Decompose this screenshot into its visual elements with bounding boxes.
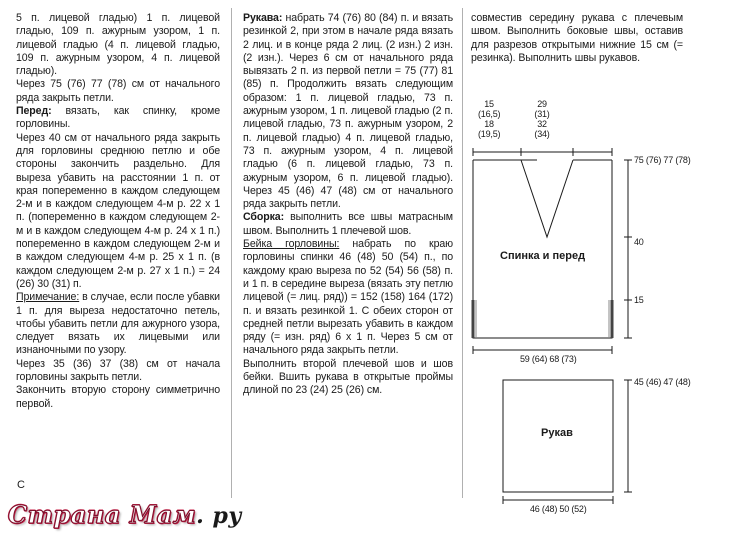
paragraph-body: набрать по краю горловины спинки 46 (48) 50 (54) п., по каждому краю выреза по 52 (54) 56 (58) п. и 1 п. в середине выреза (вязать эту петлю лицевой (= лиц. ряд)) = 152 (158) 164 (172) п. и вязать резинкой 1. С обеих сторон от средней петли вырезать убавить в каждом ряду (= изн. ряд) 6 х 1 п. Через 5 см от начального ряда закрыть петли. bbox=[243, 238, 453, 357]
page-marker: С bbox=[17, 479, 25, 491]
body-width-label: 59 (64) 68 (73) bbox=[520, 354, 577, 364]
neckline bbox=[521, 160, 573, 237]
text-column-2 bbox=[243, 12, 453, 398]
neck-width-label: 29 (31) 32 (34) bbox=[534, 99, 550, 139]
neck-depth-label: 40 bbox=[634, 237, 644, 247]
paragraph-body: в случае, если после убавки 1 п. для выреза недостаточно петель, чтобы убавить петли для ажурного узора, следует вязать их лицевыми или изнаночными по узору. bbox=[16, 291, 220, 357]
paragraph: Закончить вторую сторону симметрично первой. bbox=[16, 384, 220, 410]
paragraph bbox=[16, 105, 220, 132]
body-outline bbox=[473, 160, 612, 338]
column-divider-1 bbox=[231, 8, 232, 498]
section-heading: Бейка горловины: bbox=[243, 238, 340, 251]
section-heading: Перед: bbox=[16, 105, 52, 118]
paragraph-body: выполнить все швы матрасным швом. Выполнить 1 плечевой шов. bbox=[243, 211, 453, 237]
text-column-1 bbox=[16, 12, 220, 411]
sleeve-width-label: 46 (48) 50 (52) bbox=[530, 504, 587, 514]
paragraph bbox=[243, 211, 453, 238]
paragraph: Через 40 см от начального ряда закрыть для горловины среднюю петлю и обе стороны закончить раздельно. Для выреза убавить на расстоянии 1 п. от края попеременно в каждом следующем 2-м и в каждом следующем 4-м р. 22 х 1 п. (попеременно в каждом следующем 2-м и в каждом следующем 4-м р. 24 х 1 п.) попеременно в каждом следующем 2-м и в каждом следующем 4-м р. 25 х 1 п. (в каждом следующем 2-м р. 27 х 1 п.) = 24 (26) 30 (31) п. bbox=[16, 131, 220, 290]
body-piece-title: Спинка и перед bbox=[500, 250, 586, 262]
section-heading: Рукава: bbox=[243, 12, 283, 24]
site-watermark bbox=[8, 500, 242, 529]
text-column-3 bbox=[471, 12, 683, 65]
paragraph-body: вязать, как спинку, кроме горловины. bbox=[16, 105, 220, 131]
paragraph: 5 п. лицевой гладью) 1 п. лицевой гладью, 109 п. ажурным узором, 1 п. лицевой гладью (4 п. лицевой гладью, 109 п. ажурным узором, 4 п. лицевой гладью). bbox=[16, 12, 220, 78]
paragraph: Через 75 (76) 77 (78) см от начального ряда закрыть петли. bbox=[16, 78, 220, 104]
paragraph-body: набрать 74 (76) 80 (84) п. и вязать резинкой 2, при этом в начале ряда вязать 2 лиц. и в конце ряда 2 лиц. (2 изн.) 2 изн. (2 изн.). Через 6 см от начального ряда вывязать 2 п. из первой петли = 75 (77) 81 (85) п. Продолжить вязать следующим образом: 1 п. лицевой гладью, 73 п. ажурным узором, 1 п. лицевой гладью (2 п. лицевой гладью, 73 п. ажурным узором, 2 п. лицевой гладью) 4 п. лицевой гладью, 73 п. ажурным узором, 4 п. лицевой гладью (6 п. лицевой гладью, 73 п. ажурным узором, 6 п. лицевой гладью). Через 45 (46) 47 (48) см от начального ряда закрыть петли. bbox=[243, 12, 453, 211]
paragraph bbox=[243, 238, 453, 358]
watermark-tld: . ру bbox=[196, 503, 243, 529]
shoulder-width-label: 15 (16,5) 18 (19,5) bbox=[478, 99, 501, 139]
note-heading: Примечание: bbox=[16, 291, 80, 304]
sleeve-piece-title: Рукав bbox=[541, 427, 573, 439]
slit-length-label: 15 bbox=[634, 295, 644, 305]
column-divider-2 bbox=[462, 8, 463, 498]
body-height-label: 75 (76) 77 (78) bbox=[634, 155, 691, 165]
paragraph: совместив середину рукава с плечевым швом. Выполнить боковые швы, оставив для разрезов открытыми нижние 15 см (= резинка). Выполнить швы рукавов. bbox=[471, 12, 683, 64]
section-heading: Сборка: bbox=[243, 211, 285, 224]
paragraph: Через 35 (36) 37 (38) см от начала горловины закрыть петли. bbox=[16, 357, 220, 384]
sleeve-height-label: 45 (46) 47 (48) bbox=[634, 377, 691, 387]
paragraph bbox=[16, 291, 220, 357]
watermark-text: Страна Мам bbox=[8, 500, 197, 529]
paragraph: Выполнить второй плечевой шов и шов бейки. Вшить рукава в открытые проймы длиной по 23 (24) 25 (26) см. bbox=[243, 357, 453, 397]
paragraph bbox=[243, 12, 453, 211]
